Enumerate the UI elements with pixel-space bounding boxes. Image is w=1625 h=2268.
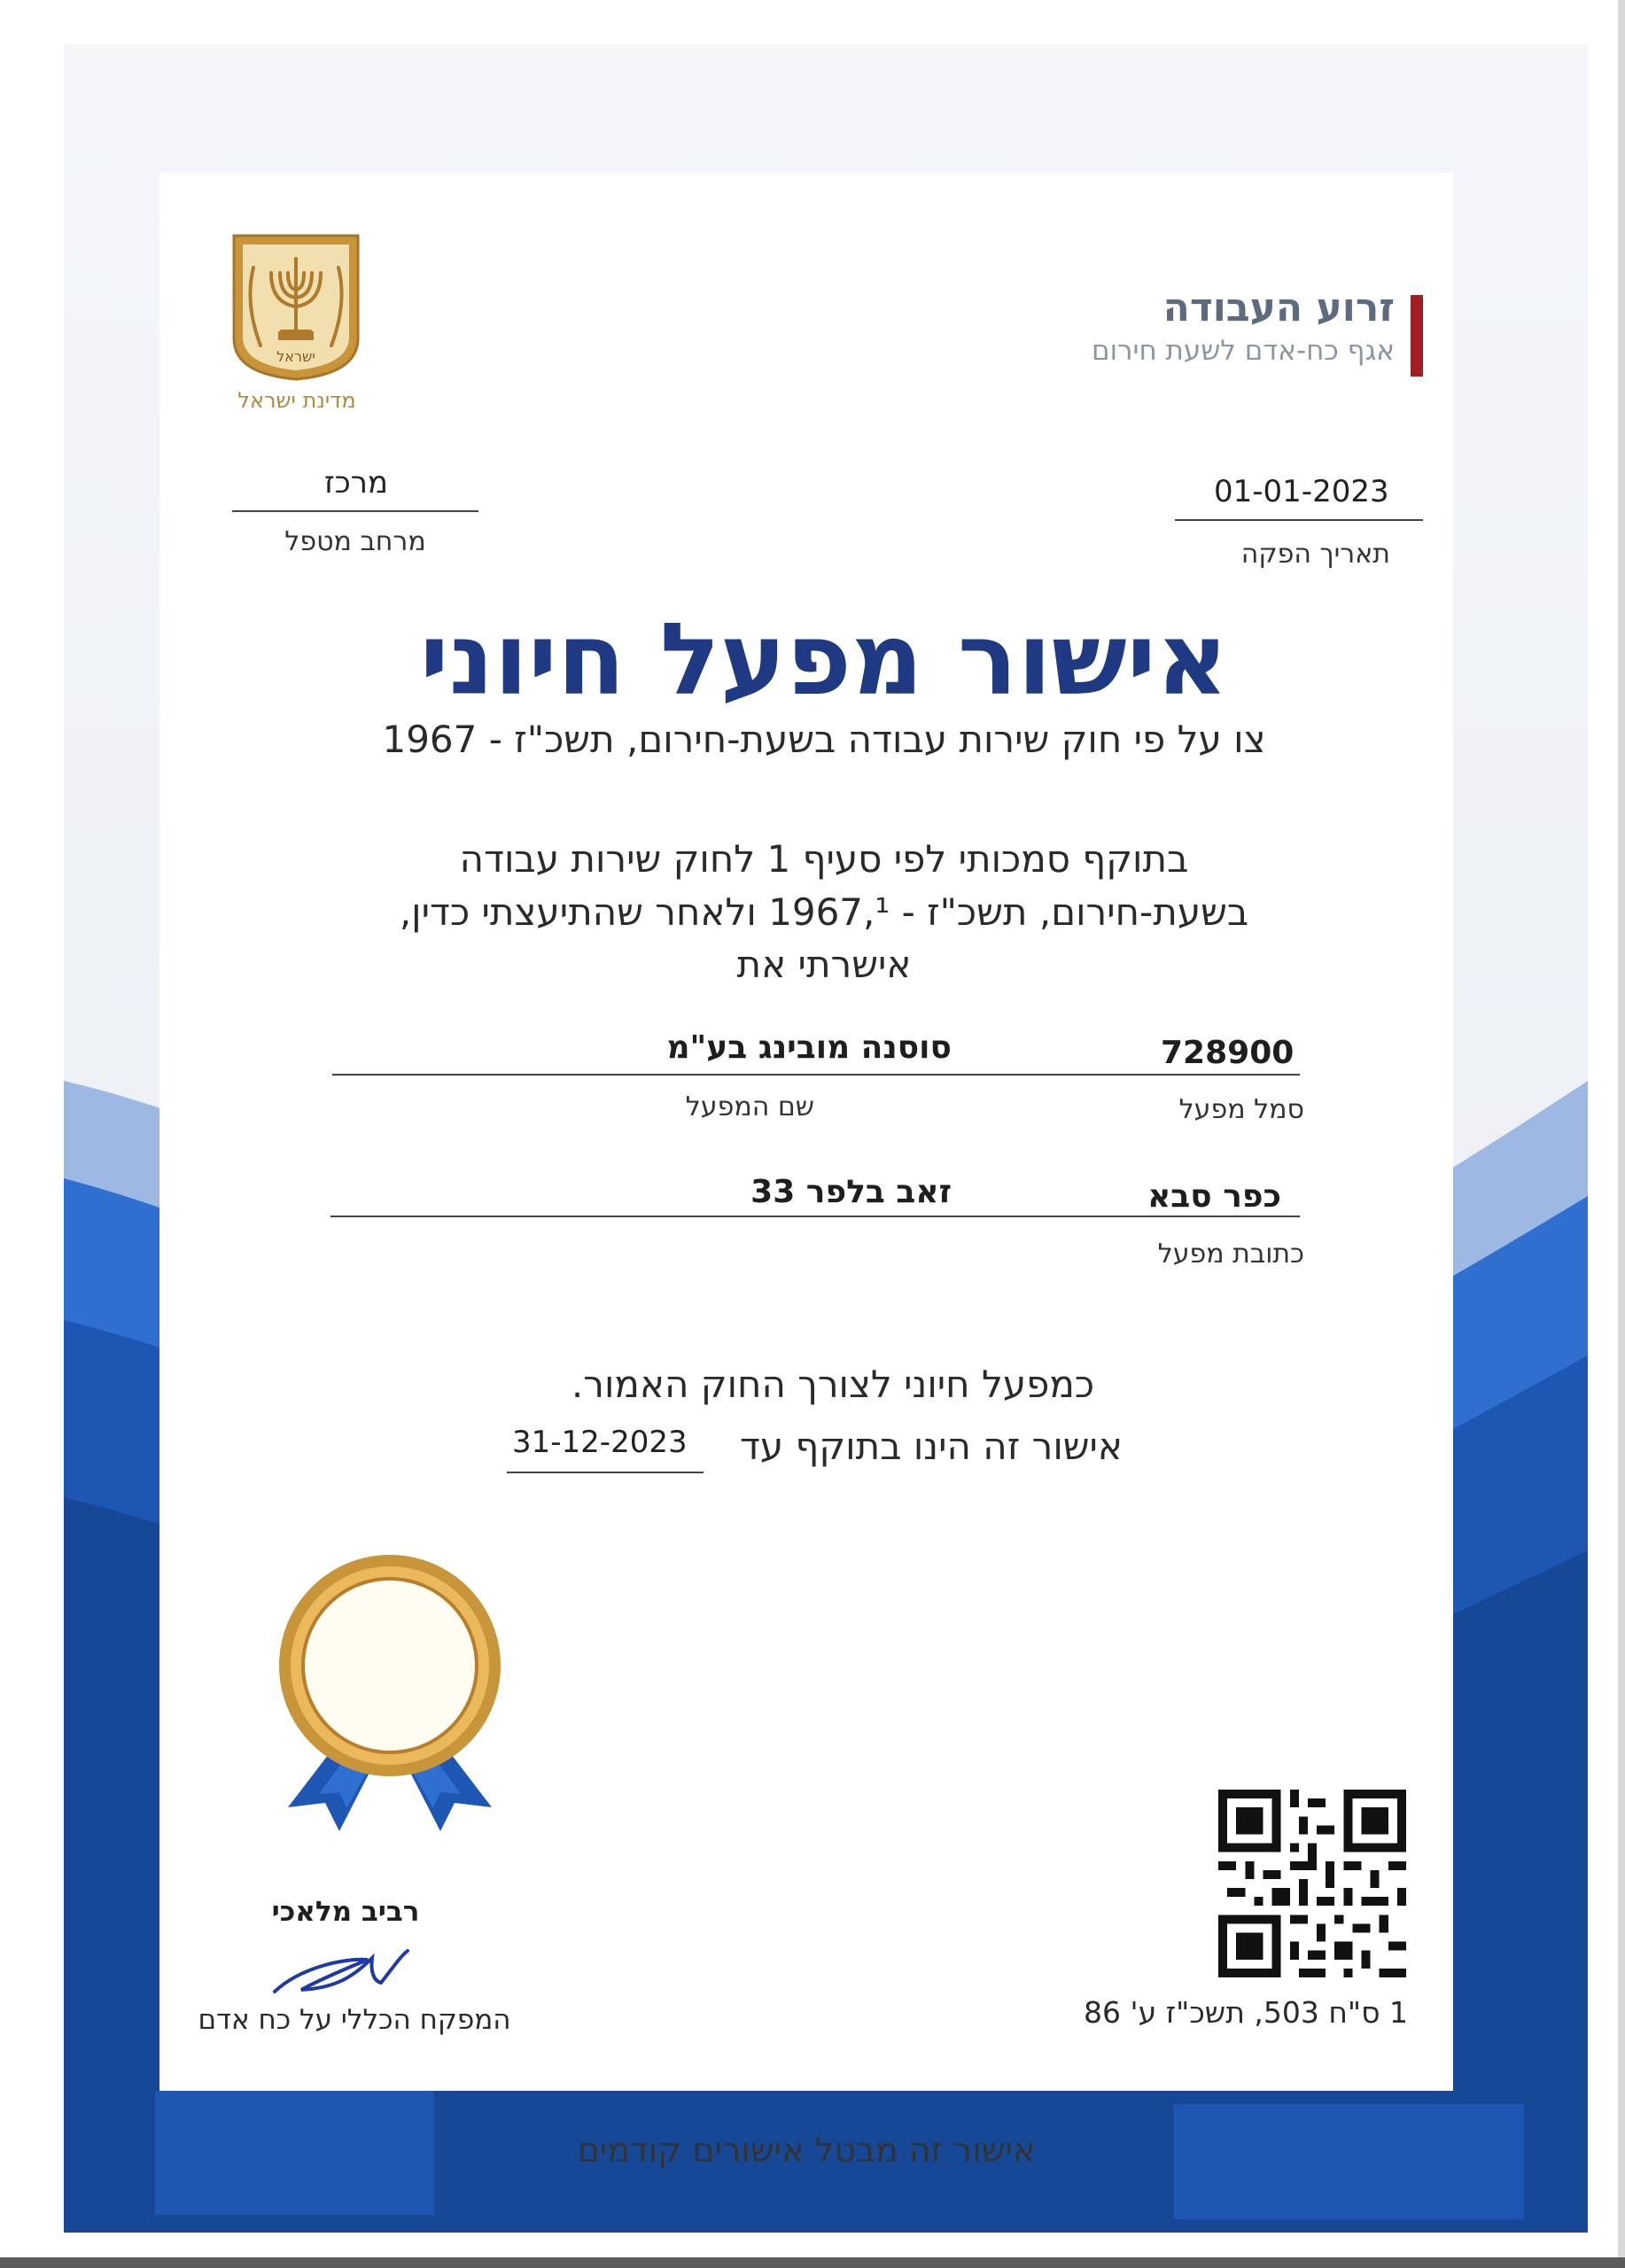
factory-name-label: שם המפעל [685, 1091, 814, 1122]
signer-title: המפקח הכללי על כח אדם [198, 2004, 511, 2036]
signer-name: רביב מלאכי [271, 1896, 420, 1928]
corner-block-left [155, 2091, 434, 2215]
gold-seal-icon [270, 1555, 509, 1838]
emblem-word: ישראל [276, 348, 315, 365]
region-label: מרחב מטפל [284, 526, 426, 557]
corner-block-right [1174, 2104, 1524, 2219]
scan-edge [1618, 0, 1625, 2268]
factory-address-underline [330, 1216, 1300, 1217]
authority-text-line-1: בתוקף סמכותי לפי סעיף 1 לחוק שירות עבודה [459, 837, 1189, 881]
state-emblem-icon [229, 232, 363, 383]
factory-symbol-value: 728900 [1161, 1035, 1295, 1071]
factory-city-value: כפר סבא [1147, 1178, 1281, 1215]
certificate-subtitle: צו על פי חוק שירות עבודה בשעת-חירום, תשכ"ז - 1967 [382, 718, 1266, 761]
region-underline [232, 510, 478, 512]
scan-edge-bottom [0, 2257, 1625, 2268]
factory-line-underline [332, 1074, 1300, 1076]
factory-name-value: סוסנה מובינג בע"מ [666, 1029, 952, 1066]
qr-code-icon [1218, 1790, 1406, 1977]
factory-address-label: כתובת מפעל [1157, 1239, 1304, 1270]
region-value: מרכז [323, 465, 389, 501]
factory-symbol-label: סמל מפעל [1178, 1094, 1304, 1125]
footer-note: אישור זה מבטל אישורים קודמים [577, 2131, 1036, 2170]
emblem-caption: מדינת ישראל [237, 388, 356, 413]
legal-footnote: 1 ס"ח 503, תשכ"ז ע' 86 [1084, 1995, 1408, 2030]
authority-text-line-2: בשעת-חירום, תשכ"ז - 1967,¹ ולאחר שהתיעצתי כדין, [399, 890, 1249, 934]
issue-date-label: תאריך הפקה [1240, 539, 1390, 570]
validity-prefix: אישור זה הינו בתוקף עד [739, 1425, 1123, 1468]
issue-date-underline [1175, 519, 1423, 521]
ministry-accent-bar [1411, 295, 1423, 377]
validity-date-value: 31-12-2023 [512, 1425, 688, 1460]
handwritten-signature [266, 1931, 425, 2002]
factory-street-value: זאב בלפר 33 [750, 1174, 952, 1210]
validity-date-underline [507, 1472, 704, 1473]
essential-statement: כמפעל חיוני לצורך החוק האמור. [571, 1363, 1095, 1406]
authority-text-line-3: אישרתי את [736, 943, 912, 986]
ministry-subtitle: אגף כח-אדם לשעת חירום [1092, 335, 1395, 367]
issue-date-value: 01-01-2023 [1214, 474, 1389, 509]
ministry-title: זרוע העבודה [1162, 285, 1395, 330]
certificate-title: אישור מפעל חיוני [419, 602, 1229, 718]
